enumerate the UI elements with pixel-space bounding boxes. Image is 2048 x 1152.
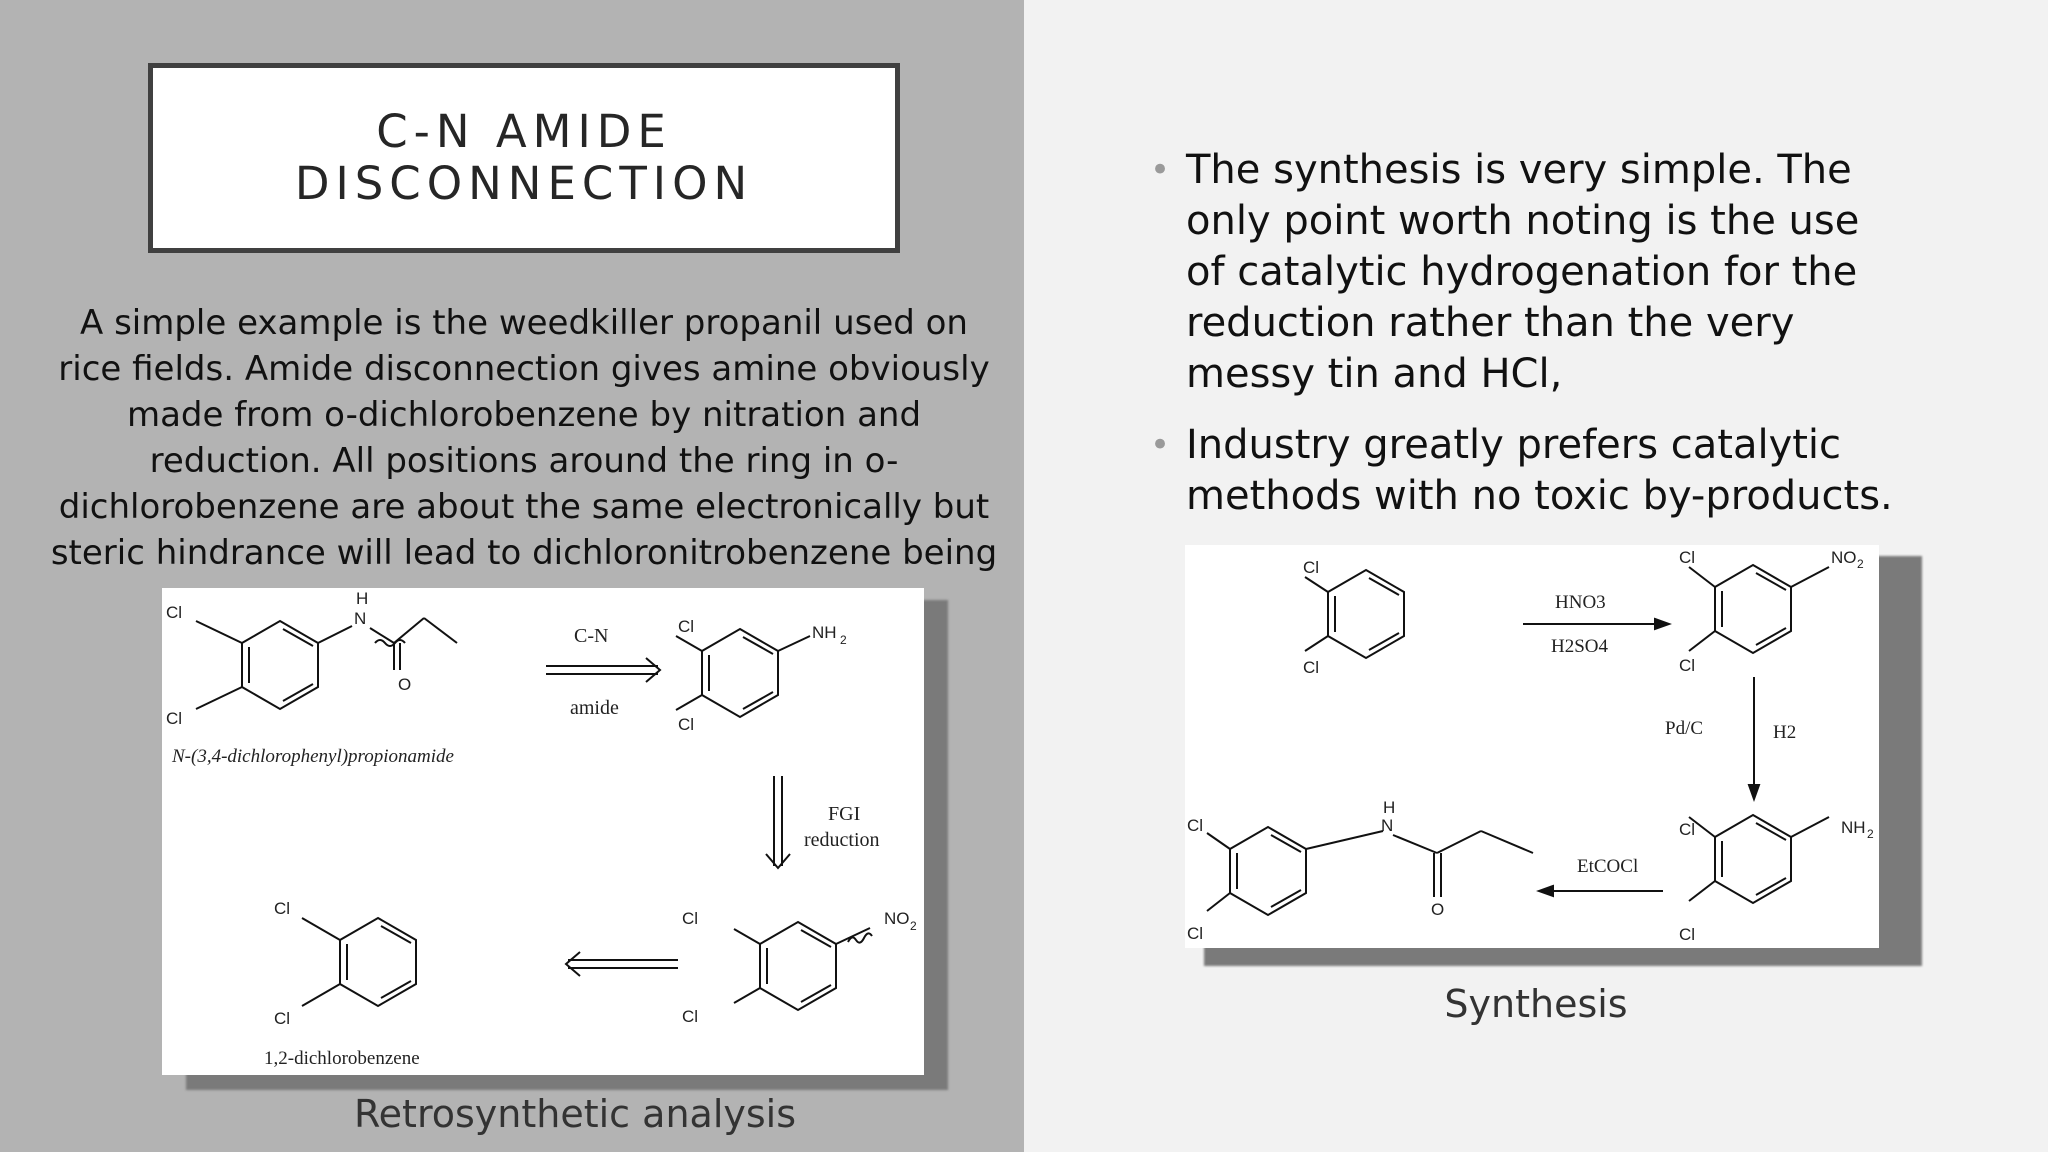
synth-nitro-no-sub: 2 [1857, 557, 1864, 571]
pdc-label: Pd/C [1665, 718, 1704, 739]
hno3-label: HNO3 [1555, 592, 1606, 613]
reduction-label: reduction [804, 829, 880, 851]
propionamide-name: N-(3,4-dichlorophenyl)propionamide [172, 746, 454, 767]
synthesis-caption: Synthesis [1444, 982, 1628, 1026]
nitro-cl-1: Cl [682, 909, 699, 928]
intro-text: A simple example is the weedkiller propanil used on rice fields. Amide disconnection gives amine obviously made from o-dichlorobenzene by nitration and reduction. All positions around the ring in o-dichlorobenzene are about the same electronically but steric hindrance will lead to dichloronitrobenzene being [50, 303, 998, 573]
bullet-text: The synthesis is very simple. The only point worth noting is the use of catalytic hydrogenation for the reduction rather than the very messy tin and HCl, [1186, 147, 1860, 397]
bullet-dot-icon: • [1150, 425, 1171, 465]
synth-nitro-no: NO [1831, 548, 1857, 567]
nitro-no-sub: 2 [910, 919, 917, 933]
synth-amine-cl-1: Cl [1679, 820, 1696, 839]
synth-amine-nh: NH [1841, 818, 1866, 837]
retro-n: N [354, 609, 367, 628]
retro-figure [162, 588, 924, 1075]
amine-cl-2: Cl [678, 715, 695, 734]
cn-label: C-N [574, 625, 609, 647]
dcb-cl-2: Cl [274, 1009, 291, 1028]
synth-figure [1185, 545, 1879, 948]
bullet-text: Industry greatly prefers catalytic methods with no toxic by-products. [1186, 422, 1893, 519]
nitro-cl-2: Cl [682, 1007, 699, 1026]
h2-label: H2 [1773, 722, 1797, 743]
amine-nh-sub: 2 [840, 633, 847, 647]
etcocl-label: EtCOCl [1577, 856, 1639, 877]
synth-amine-nh-sub: 2 [1867, 827, 1874, 841]
bullet-item [1140, 420, 1900, 522]
dcb-name: 1,2-dichlorobenzene [264, 1048, 420, 1069]
dcb-cl-1: Cl [274, 899, 291, 918]
nitro-no: NO [884, 909, 910, 928]
synth-dcb-cl-1: Cl [1303, 558, 1320, 577]
h2so4-label: H2SO4 [1551, 636, 1609, 657]
retro-caption: Retrosynthetic analysis [353, 1092, 797, 1136]
synth-nitro-cl-1: Cl [1679, 548, 1696, 567]
retro-scheme [162, 588, 924, 1075]
synth-propanil-cl-2: Cl [1187, 924, 1204, 943]
amide-label: amide [570, 697, 619, 719]
synth-h: H [1383, 798, 1396, 817]
synth-dcb-cl-2: Cl [1303, 658, 1320, 677]
synth-propanil-cl-1: Cl [1187, 816, 1204, 835]
retro-cl-2: Cl [166, 709, 183, 728]
synth-n: N [1381, 816, 1394, 835]
retro-o: O [398, 675, 412, 694]
bullet-list [1140, 145, 1900, 542]
title-box [148, 63, 900, 253]
amine-nh: NH [812, 623, 837, 642]
slide-title: C-N AMIDE DISCONNECTION [294, 105, 754, 210]
bullet-item [1140, 145, 1900, 400]
synth-o: O [1431, 900, 1445, 919]
synth-nitro-cl-2: Cl [1679, 656, 1696, 675]
retro-cl-1: Cl [166, 603, 183, 622]
fgi-label: FGI [828, 803, 861, 825]
amine-cl-1: Cl [678, 617, 695, 636]
retro-h: H [356, 589, 369, 608]
synthesis-scheme [1185, 545, 1879, 948]
bullet-dot-icon: • [1150, 150, 1171, 190]
synth-amine-cl-2: Cl [1679, 925, 1696, 944]
